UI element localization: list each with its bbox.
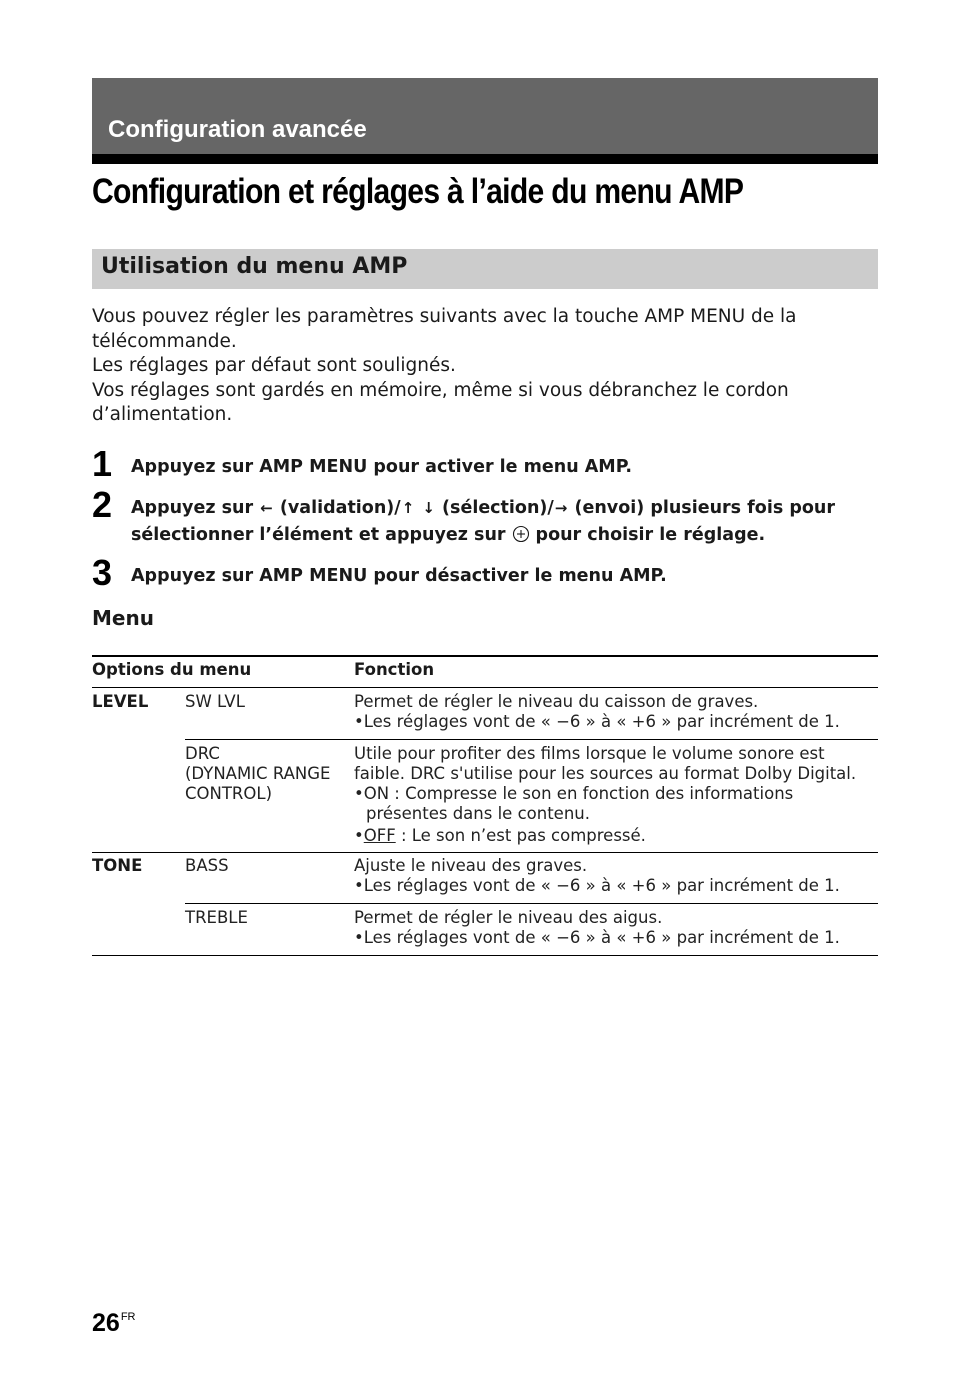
option-treble: TREBLE [185, 908, 248, 927]
header-function: Fonction [354, 660, 435, 679]
header-rule [92, 687, 878, 688]
function-desc: Permet de régler le niveau du caisson de graves. [354, 692, 759, 711]
step-number: 1 [92, 443, 113, 484]
page-number-value: 26 [92, 1309, 120, 1337]
menu-heading: Menu [92, 606, 154, 630]
function-drc [354, 744, 878, 846]
table-bottom-rule [92, 955, 878, 956]
bullet-dot: • [354, 826, 364, 845]
arrow-left-icon: ← [260, 499, 273, 517]
enter-circle-icon [512, 525, 530, 543]
section-label: Configuration avancée [108, 116, 367, 143]
function-bullet [354, 784, 878, 824]
function-sw-lvl [354, 692, 878, 732]
step-number: 2 [92, 484, 113, 525]
function-bass [354, 856, 878, 896]
function-desc: Utile pour profiter des films lorsque le volume sonore est faible. DRC s'utilise pour les sources au format Dolby Digital. [354, 744, 857, 783]
step-2-part-c: (sélection)/ [442, 498, 554, 518]
bullet-dot: • [354, 876, 364, 895]
function-treble [354, 908, 878, 948]
subsection-band [92, 249, 878, 289]
intro-line-3: Vos réglages sont gardés en mémoire, même si vous débranchez le cordon d’alimentation. [92, 379, 789, 425]
option-line: DRC [185, 744, 220, 763]
function-bullet [354, 712, 878, 732]
intro-line-2: Les réglages par défaut sont soulignés. [92, 355, 456, 376]
step-text: Appuyez sur AMP MENU pour activer le menu AMP. [131, 457, 632, 477]
bullet-text: ON : Compresse le son en fonction des informations présentes dans le contenu. [363, 784, 794, 823]
function-bullet [354, 826, 878, 846]
step-2-part-a: Appuyez sur [131, 498, 254, 518]
option-sw-lvl: SW LVL [185, 692, 245, 711]
bullet-dot: • [354, 712, 364, 731]
bullet-text: Les réglages vont de « −6 » à « +6 » par incrément de 1. [363, 712, 840, 731]
bullet-text: : Le son n’est pas compressé. [395, 826, 646, 845]
step-2-part-b: (validation)/ [279, 498, 401, 518]
step-text: Appuyez sur AMP MENU pour désactiver le menu AMP. [131, 566, 667, 586]
step-2-part-e: pour choisir le réglage. [535, 525, 766, 545]
option-drc [185, 744, 330, 804]
row-rule [185, 739, 878, 740]
step-2-part-d: (envoi) plusieurs fois pour sélectionner l’élément et appuyez sur [131, 498, 835, 545]
group-rule [92, 852, 878, 853]
header-options: Options du menu [92, 660, 252, 679]
option-line: CONTROL) [185, 784, 273, 803]
function-desc: Permet de régler le niveau des aigus. [354, 908, 663, 927]
option-line: (DYNAMIC RANGE [185, 764, 331, 783]
arrow-down-icon: ↓ [422, 499, 435, 517]
bullet-dot: • [354, 784, 364, 803]
bullet-text: Les réglages vont de « −6 » à « +6 » par incrément de 1. [363, 876, 840, 895]
page-title: Configuration et réglages à l’aide du menu AMP [92, 172, 744, 211]
bullet-text: Les réglages vont de « −6 » à « +6 » par incrément de 1. [363, 928, 840, 947]
function-bullet [354, 876, 878, 896]
arrow-up-icon: ↑ [401, 499, 415, 517]
function-desc: Ajuste le niveau des graves. [354, 856, 588, 875]
arrow-right-icon: → [554, 499, 568, 517]
row-rule [185, 903, 878, 904]
step-number: 3 [92, 552, 113, 593]
section-header-bar [92, 78, 878, 154]
step-text [131, 495, 881, 549]
function-bullet [354, 928, 878, 948]
subsection-title: Utilisation du menu AMP [101, 254, 408, 279]
group-tone: TONE [92, 856, 143, 875]
page-number [92, 1309, 135, 1338]
group-level: LEVEL [92, 692, 149, 711]
page-lang: FR [120, 1311, 136, 1323]
bullet-dot: • [354, 928, 364, 947]
table-top-rule [92, 655, 878, 657]
option-bass: BASS [185, 856, 229, 875]
section-rule [92, 154, 878, 164]
intro-line-1: Vous pouvez régler les paramètres suivants avec la touche AMP MENU de la télécommande. [92, 306, 797, 352]
default-value: OFF [363, 826, 396, 845]
intro-text [92, 305, 878, 428]
